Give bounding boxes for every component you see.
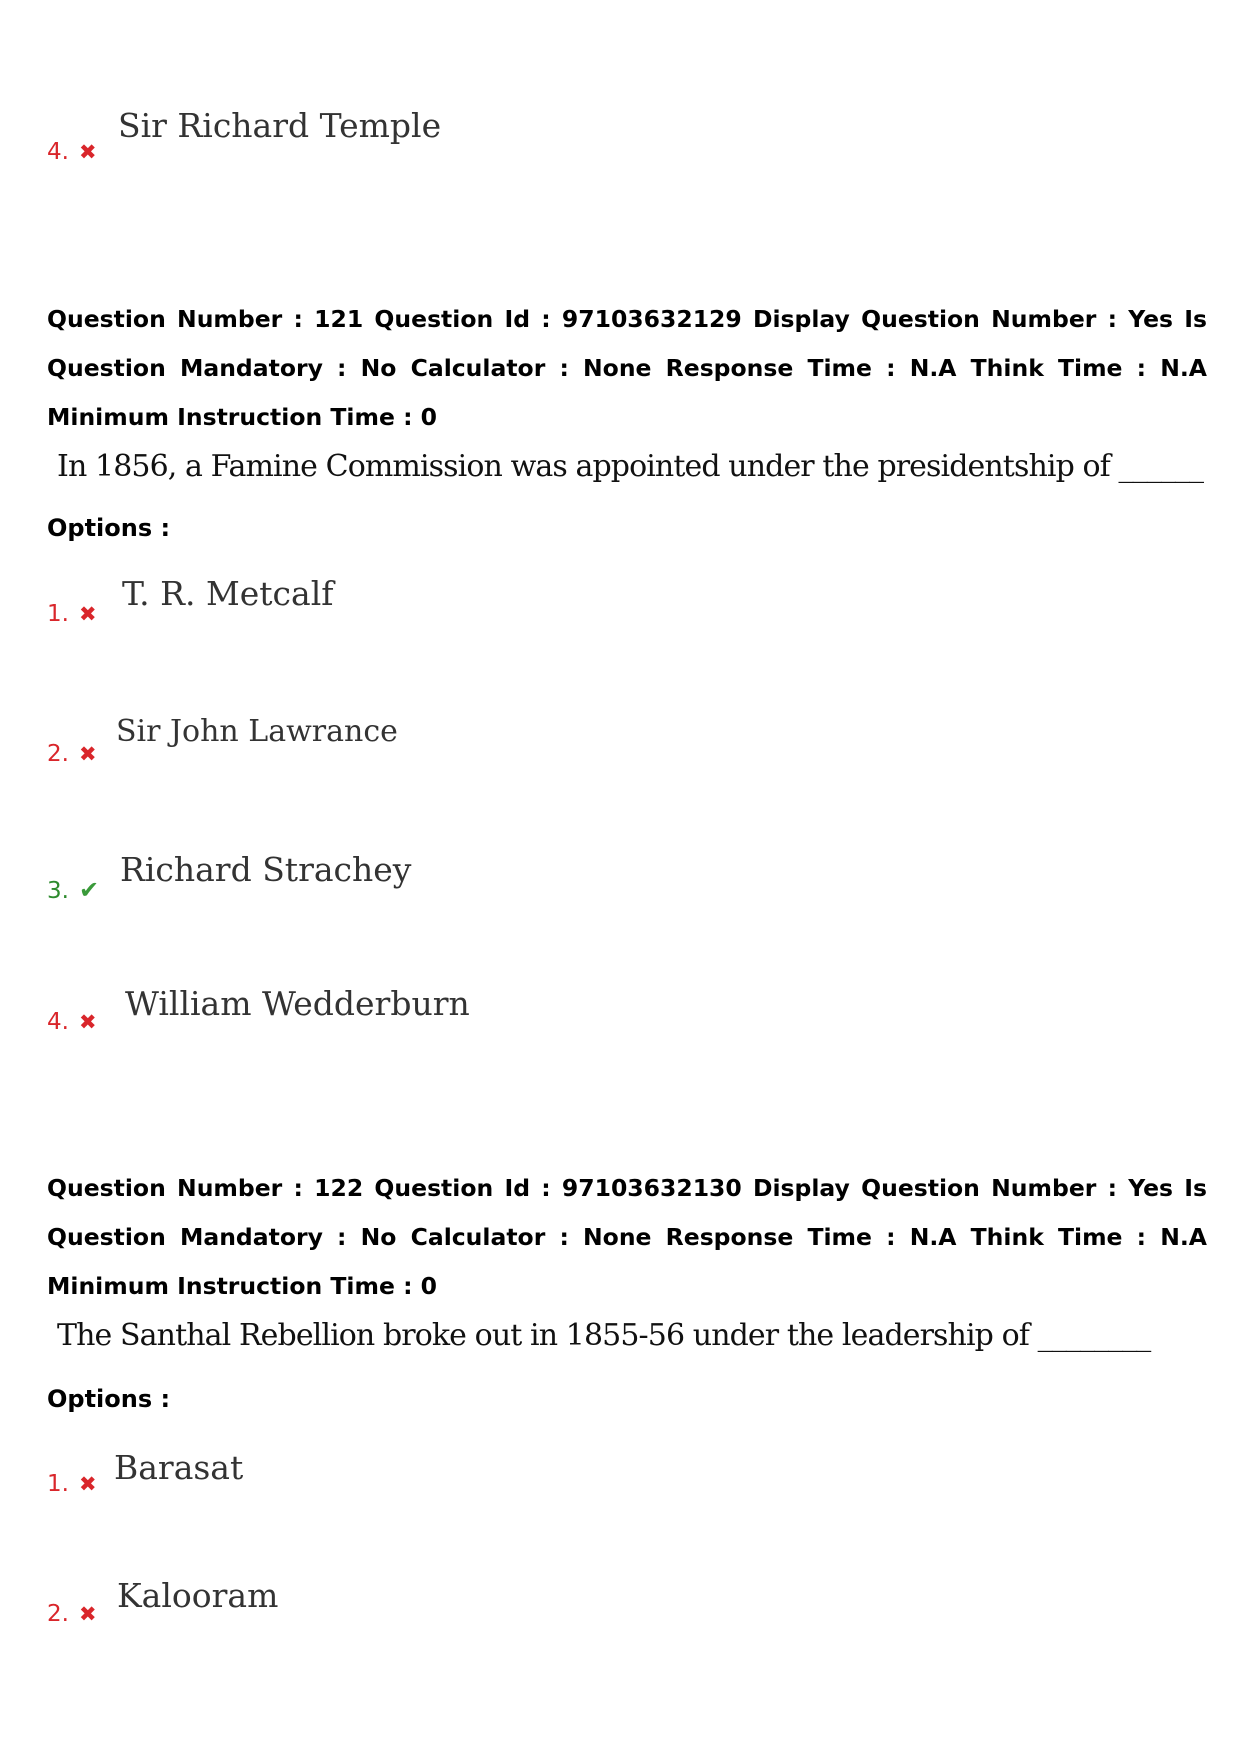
option-text: Sir John Lawrance (116, 714, 398, 749)
options-label: Options : (47, 514, 171, 542)
option-text: Barasat (114, 1448, 244, 1487)
option-number: 3. ✔ (47, 876, 100, 904)
option-number: 2. ✖ (47, 1601, 97, 1627)
cross-icon: ✖ (78, 1010, 97, 1034)
question-meta: Question Number : 122 Question Id : 97103632130 Display Question Number : Yes Is Question Mandatory : No Calculator : None Response Time : N.A Think Time : N.A Minimum Instruction Time : 0 (47, 1174, 1207, 1300)
options-label: Options : (47, 1385, 171, 1413)
option-number: 1. ✖ (47, 1471, 97, 1497)
cross-icon: ✖ (78, 140, 97, 164)
question-text: The Santhal Rebellion broke out in 1855-56 under the leadership of ________ (57, 1318, 1151, 1353)
option-text: Kalooram (117, 1576, 279, 1615)
cross-icon: ✖ (78, 742, 97, 766)
cross-icon: ✖ (78, 1602, 97, 1626)
option-text: William Wedderburn (125, 984, 470, 1023)
cross-icon: ✖ (78, 602, 97, 626)
question-meta: Question Number : 121 Question Id : 97103632129 Display Question Number : Yes Is Question Mandatory : No Calculator : None Response Time : N.A Think Time : N.A Minimum Instruction Time : 0 (47, 305, 1207, 431)
option-text: Sir Richard Temple (118, 106, 442, 145)
option-number: 2. ✖ (47, 741, 97, 767)
option-number: 4. ✖ (47, 1009, 97, 1035)
check-icon: ✔ (78, 876, 100, 904)
cross-icon: ✖ (78, 1472, 97, 1496)
option-number: 4. ✖ (47, 139, 97, 165)
option-number: 1. ✖ (47, 601, 97, 627)
option-text: Richard Strachey (120, 850, 412, 889)
option-text: T. R. Metcalf (122, 574, 334, 613)
question-text: In 1856, a Famine Commission was appointed under the presidentship of ______ (57, 449, 1204, 484)
